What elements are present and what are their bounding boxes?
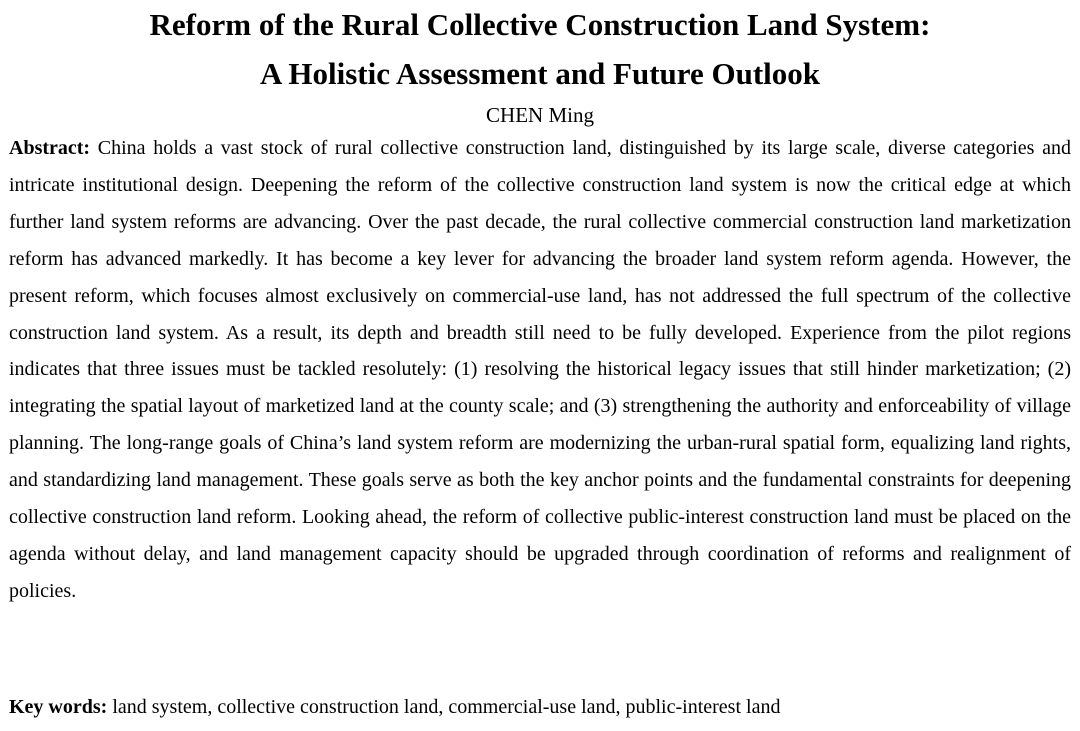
paper-title [9, 0, 1071, 98]
author-name: CHEN Ming [486, 103, 594, 127]
abstract-text: China holds a vast stock of rural collective construction land, distinguished by its large scale, diverse categories and intricate institutional design. Deepening the reform of the collective construction land system is now the critical edge at which further land system reforms are advancing. Over the past decade, the rural collective commercial construction land marketization reform has advanced markedly. It has become a key lever for advancing the broader land system reform agenda. However, the present reform, which focuses almost exclusively on commercial-use land, has not addressed the full spectrum of the collective construction land system. As a result, its depth and breadth still need to be fully developed. Experience from the pilot regions indicates that three issues must be tackled resolutely: (1) resolving the historical legacy issues that still hinder marketization; (2) integrating the spatial layout of marketized land at the county scale; and (3) strengthening the authority and enforceability of village planning. The long-range goals of China’s land system reform are modernizing the urban-rural spatial form, equalizing land rights, and standardizing land management. These goals serve as both the key anchor points and the fundamental constraints for deepening collective construction land reform. Looking ahead, the reform of collective public-interest construction land must be placed on the agenda without delay, and land management capacity should be upgraded through coordination of reforms and realignment of policies. [9, 137, 1072, 602]
keywords-label: Key words: [9, 696, 108, 718]
abstract [9, 130, 1071, 610]
abstract-label: Abstract: [9, 137, 91, 159]
keywords-text: land system, collective construction land, commercial-use land, public-interest land [112, 696, 781, 718]
title-line-2: A Holistic Assessment and Future Outlook [259, 56, 821, 91]
keywords [9, 690, 780, 724]
title-line-1: Reform of the Rural Collective Construction Land System: [149, 7, 931, 42]
